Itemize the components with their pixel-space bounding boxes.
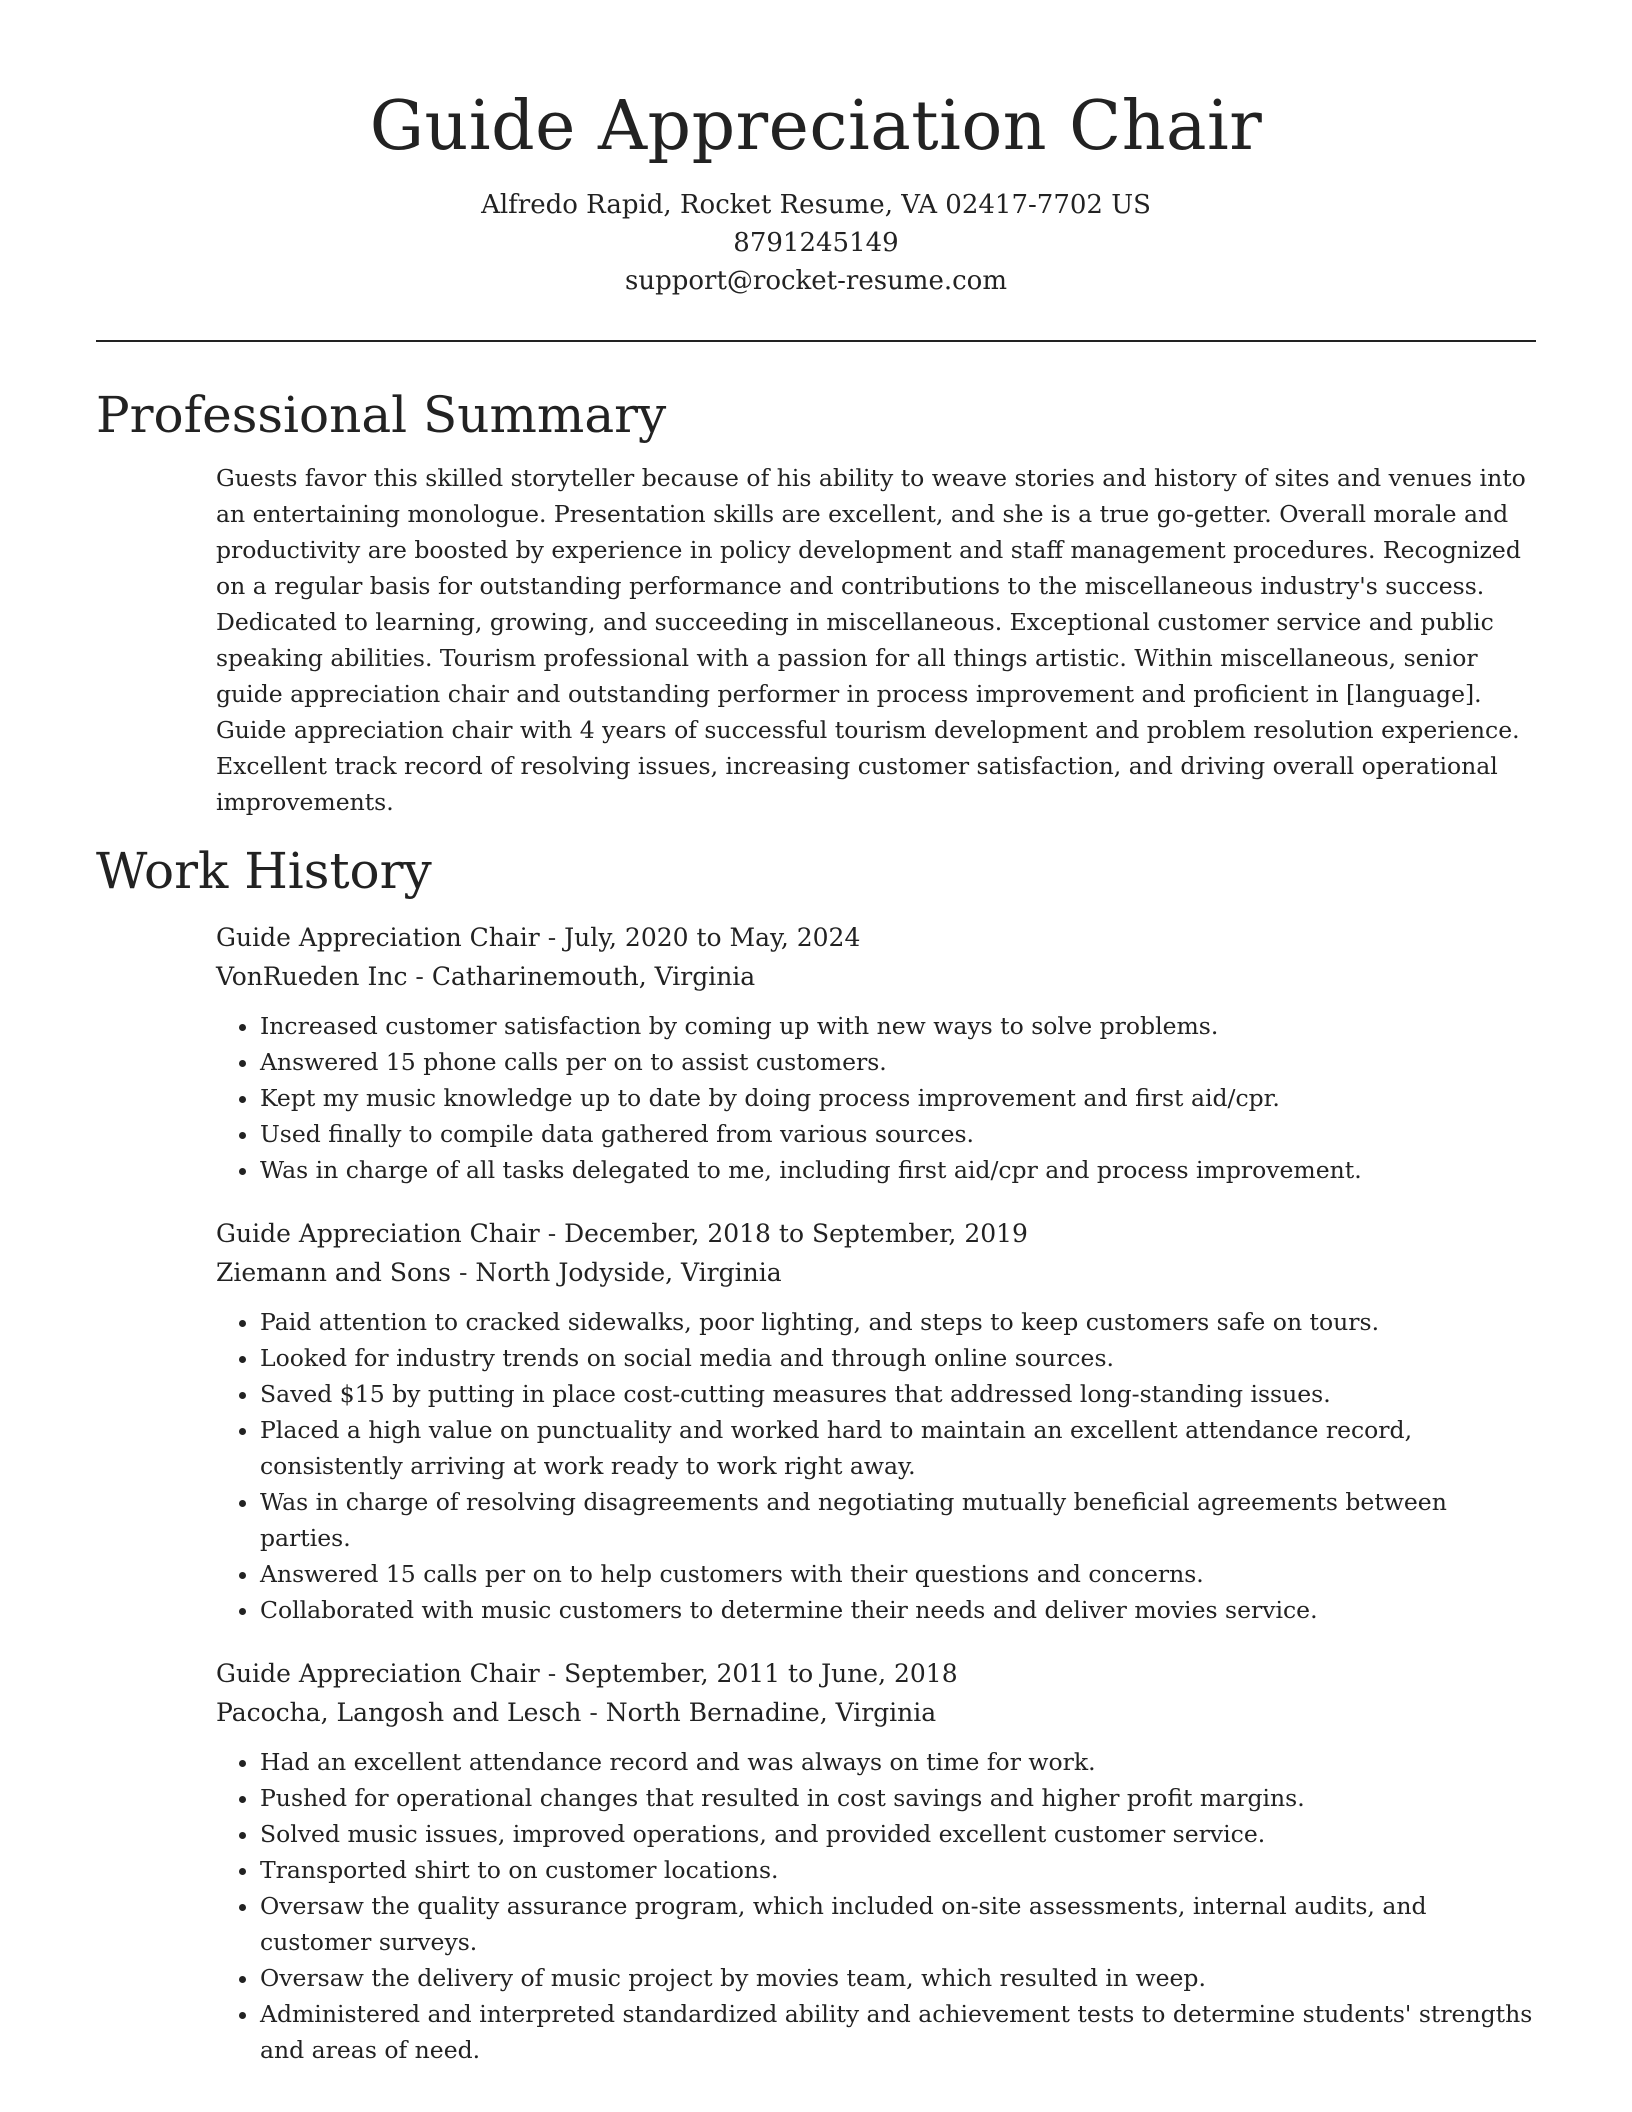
section-title-work-history: Work History <box>96 842 432 900</box>
resume-header <box>0 0 1632 300</box>
job-bullets <box>216 1304 1536 1628</box>
separator: - <box>407 962 432 991</box>
job-company: VonRueden Inc <box>216 962 408 991</box>
job-entry <box>216 918 1536 1188</box>
job-bullets <box>216 1744 1536 2068</box>
job-company-line <box>216 1693 1536 1732</box>
job-location: North Jodyside, Virginia <box>475 1258 782 1287</box>
job-location: Catharinemouth, Virginia <box>431 962 756 991</box>
job-list <box>0 918 1632 2068</box>
job-company-line <box>216 1253 1536 1292</box>
job-entry <box>216 1654 1536 2068</box>
job-bullet: • Placed a high value on punctuality and worked hard to maintain an excellent attendance record, consistently arriving at work ready to work right away. <box>260 1412 1536 1484</box>
job-company: Ziemann and Sons <box>216 1258 451 1287</box>
job-bullet: • Answered 15 phone calls per on to assist customers. <box>260 1044 1536 1080</box>
phone-number: 8791245149 <box>733 228 899 258</box>
candidate-name: Guide Appreciation Chair <box>369 87 1263 166</box>
header-divider <box>96 340 1536 342</box>
job-title-line <box>216 918 1536 957</box>
job-location: North Bernadine, Virginia <box>605 1698 937 1727</box>
job-role: Guide Appreciation Chair <box>216 923 540 952</box>
professional-summary-section <box>0 382 1632 820</box>
job-dates: July, 2020 to May, 2024 <box>564 923 861 952</box>
job-bullet: • Was in charge of all tasks delegated to me, including first aid/cpr and process improvement. <box>260 1152 1536 1188</box>
job-bullet: • Answered 15 calls per on to help customers with their questions and concerns. <box>260 1556 1536 1592</box>
job-title-line <box>216 1214 1536 1253</box>
summary-text: Guests favor this skilled storyteller because of his ability to weave stories and history of sites and venues into an entertaining monologue. Presentation skills are excellent, and she is a true go-getter. Overall morale and productivity are boosted by experience in policy development and staff management procedures. Recognized on a regular basis for outstanding performance and contributions to the miscellaneous industry's success. Dedicated to learning, growing, and succeeding in miscellaneous. Exceptional customer service and public speaking abilities. Tourism professional with a passion for all things artistic. Within miscellaneous, senior guide appreciation chair and outstanding performer in process improvement and proficient in [language]. Guide appreciation chair with 4 years of successful tourism development and problem resolution experience. Excellent track record of resolving issues, increasing customer satisfaction, and driving overall operational improvements. <box>216 464 1526 816</box>
job-bullet: • Used finally to compile data gathered from various sources. <box>260 1116 1536 1152</box>
job-bullet: • Pushed for operational changes that resulted in cost savings and higher profit margins. <box>260 1780 1536 1816</box>
job-bullet: • Increased customer satisfaction by coming up with new ways to solve problems. <box>260 1008 1536 1044</box>
email-address: support@rocket-resume.com <box>624 266 1007 296</box>
job-bullet: • Was in charge of resolving disagreements and negotiating mutually beneficial agreements between parties. <box>260 1484 1536 1556</box>
section-title-summary: Professional Summary <box>96 386 667 444</box>
job-role: Guide Appreciation Chair <box>216 1659 540 1688</box>
job-role: Guide Appreciation Chair <box>216 1219 540 1248</box>
separator: - <box>581 1698 606 1727</box>
separator: - <box>451 1258 476 1287</box>
job-bullet: • Oversaw the delivery of music project by movies team, which resulted in weep. <box>260 1960 1536 1996</box>
job-bullet: • Saved $15 by putting in place cost-cutting measures that addressed long-standing issues. <box>260 1376 1536 1412</box>
job-company-line <box>216 957 1536 996</box>
work-history-section <box>0 838 1632 2068</box>
job-dates: December, 2018 to September, 2019 <box>564 1219 1028 1248</box>
job-title-line <box>216 1654 1536 1693</box>
job-entry <box>216 1214 1536 1628</box>
job-bullet: • Oversaw the quality assurance program, which included on-site assessments, internal audits, and customer surveys. <box>260 1888 1536 1960</box>
job-bullets <box>216 1008 1536 1188</box>
separator: - <box>539 1219 565 1248</box>
job-bullet: • Had an excellent attendance record and was always on time for work. <box>260 1744 1536 1780</box>
job-bullet: • Solved music issues, improved operations, and provided excellent customer service. <box>260 1816 1536 1852</box>
address: Alfredo Rapid, Rocket Resume, VA 02417-7702 US <box>481 190 1151 220</box>
job-dates: September, 2011 to June, 2018 <box>564 1659 958 1688</box>
separator: - <box>539 1659 565 1688</box>
job-bullet: • Collaborated with music customers to determine their needs and deliver movies service. <box>260 1592 1536 1628</box>
contact-info <box>0 186 1632 300</box>
job-bullet: • Paid attention to cracked sidewalks, poor lighting, and steps to keep customers safe on tours. <box>260 1304 1536 1340</box>
job-bullet: • Administered and interpreted standardized ability and achievement tests to determine students' strengths and areas of need. <box>260 1996 1536 2068</box>
job-bullet: • Transported shirt to on customer locations. <box>260 1852 1536 1888</box>
job-bullet: • Kept my music knowledge up to date by doing process improvement and first aid/cpr. <box>260 1080 1536 1116</box>
job-company: Pacocha, Langosh and Lesch <box>216 1698 582 1727</box>
job-bullet: • Looked for industry trends on social media and through online sources. <box>260 1340 1536 1376</box>
separator: - <box>539 923 565 952</box>
